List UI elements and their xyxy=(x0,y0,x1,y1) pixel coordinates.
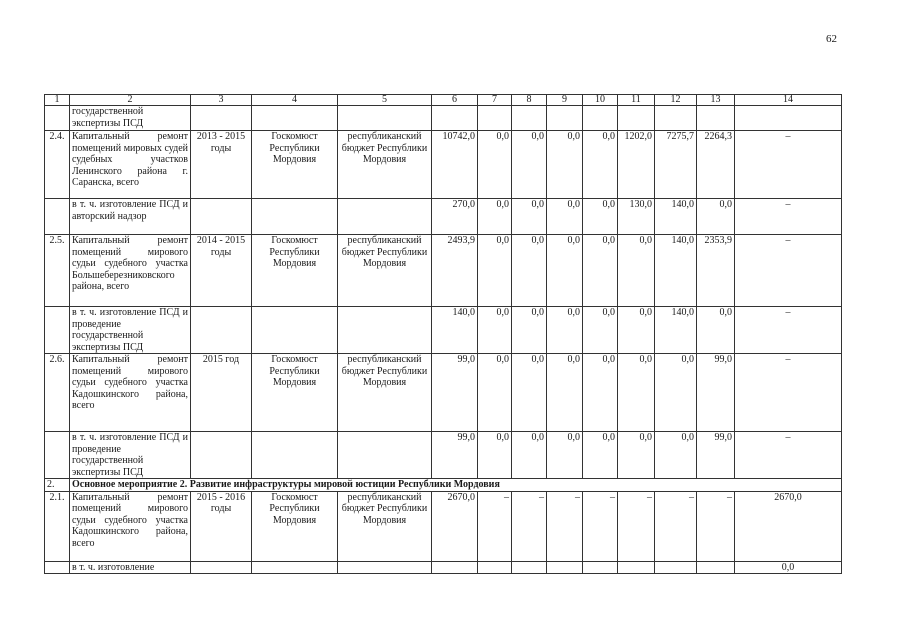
table-cell: 0,0 xyxy=(478,199,512,235)
column-header: 3 xyxy=(191,95,252,106)
table-cell: 7275,7 xyxy=(655,131,697,199)
table-cell: республиканский бюджет Республики Мордовия xyxy=(338,354,432,432)
column-header: 6 xyxy=(432,95,478,106)
table-cell: 0,0 xyxy=(655,354,697,432)
table-cell xyxy=(252,106,338,131)
table-cell xyxy=(478,106,512,131)
table-cell xyxy=(697,106,735,131)
table-cell: – xyxy=(735,432,842,479)
table-cell: государственной экспертизы ПСД xyxy=(70,106,191,131)
table-cell: 2493,9 xyxy=(432,235,478,307)
table-cell: 0,0 xyxy=(547,131,583,199)
table-cell: – xyxy=(583,491,618,561)
table-cell: 0,0 xyxy=(618,354,655,432)
table-row xyxy=(45,354,842,432)
table-row xyxy=(45,106,842,131)
table-cell: – xyxy=(547,491,583,561)
column-header: 11 xyxy=(618,95,655,106)
table-cell: 99,0 xyxy=(697,354,735,432)
table-cell xyxy=(45,106,70,131)
table-cell: в т. ч. изготовление ПСД и проведение государственной экспертизы ПСД xyxy=(70,307,191,354)
table-cell: 0,0 xyxy=(618,432,655,479)
table-cell: 2015 год xyxy=(191,354,252,432)
table-cell: 0,0 xyxy=(547,199,583,235)
table-cell: 0,0 xyxy=(478,235,512,307)
table-cell: 0,0 xyxy=(547,432,583,479)
page-number: 62 xyxy=(826,33,837,45)
table-cell: 2670,0 xyxy=(735,491,842,561)
column-header: 8 xyxy=(512,95,547,106)
table-cell: 2.6. xyxy=(45,354,70,432)
table-cell xyxy=(478,561,512,574)
table-cell: 99,0 xyxy=(432,354,478,432)
table-cell: 0,0 xyxy=(583,354,618,432)
table-cell: в т. ч. изготовление xyxy=(70,561,191,574)
table-cell: 0,0 xyxy=(583,432,618,479)
table-cell: 2670,0 xyxy=(432,491,478,561)
table-row xyxy=(45,561,842,574)
table-cell xyxy=(338,432,432,479)
table-cell: в т. ч. изготовление ПСД и авторский надзор xyxy=(70,199,191,235)
table-cell: 0,0 xyxy=(583,199,618,235)
table-cell: 0,0 xyxy=(478,432,512,479)
table-cell xyxy=(45,432,70,479)
table-cell xyxy=(191,432,252,479)
table-cell xyxy=(252,432,338,479)
table-cell xyxy=(45,561,70,574)
table-cell: в т. ч. изготовление ПСД и проведение государственной экспертизы ПСД xyxy=(70,432,191,479)
table-cell: 99,0 xyxy=(432,432,478,479)
table-cell xyxy=(191,307,252,354)
table-cell: – xyxy=(735,235,842,307)
table-cell: Капитальный ремонт помещений мирового судьи судебного участка Кадошкинского района, всего xyxy=(70,354,191,432)
table-cell: Капитальный ремонт помещений мировых судей судебных участков Ленинского района г. Саранска, всего xyxy=(70,131,191,199)
table-cell xyxy=(432,106,478,131)
table-cell xyxy=(655,561,697,574)
table-cell: 10742,0 xyxy=(432,131,478,199)
table-cell xyxy=(697,561,735,574)
table-cell xyxy=(512,106,547,131)
table-cell xyxy=(45,307,70,354)
table-cell: 99,0 xyxy=(697,432,735,479)
table-cell: 0,0 xyxy=(478,354,512,432)
budget-table xyxy=(44,94,842,574)
column-header: 2 xyxy=(70,95,191,106)
table-cell xyxy=(512,561,547,574)
table-cell xyxy=(191,199,252,235)
table-cell: 2.1. xyxy=(45,491,70,561)
table-cell: – xyxy=(512,491,547,561)
table-cell: 0,0 xyxy=(512,432,547,479)
column-header: 12 xyxy=(655,95,697,106)
table-cell: 130,0 xyxy=(618,199,655,235)
column-header: 9 xyxy=(547,95,583,106)
table-cell xyxy=(547,106,583,131)
table-cell xyxy=(432,561,478,574)
table-cell xyxy=(252,561,338,574)
table-cell: 2353,9 xyxy=(697,235,735,307)
column-header: 10 xyxy=(583,95,618,106)
table-cell: 0,0 xyxy=(618,235,655,307)
table-cell: 0,0 xyxy=(512,199,547,235)
table-cell: – xyxy=(735,131,842,199)
table-cell: – xyxy=(618,491,655,561)
table-cell xyxy=(338,307,432,354)
table-cell: 0,0 xyxy=(583,307,618,354)
table-cell: 0,0 xyxy=(547,354,583,432)
table-cell: республиканский бюджет Республики Мордовия xyxy=(338,491,432,561)
table-cell: Госкомюст Республики Мордовия xyxy=(252,235,338,307)
column-header: 5 xyxy=(338,95,432,106)
table-cell: 270,0 xyxy=(432,199,478,235)
column-header: 14 xyxy=(735,95,842,106)
table-cell xyxy=(252,307,338,354)
table-cell xyxy=(252,199,338,235)
table-cell: – xyxy=(735,307,842,354)
table-row xyxy=(45,432,842,479)
table-cell: 2264,3 xyxy=(697,131,735,199)
table-cell xyxy=(191,561,252,574)
table-cell: 1202,0 xyxy=(618,131,655,199)
table-cell: 0,0 xyxy=(512,235,547,307)
table-row xyxy=(45,491,842,561)
table-cell xyxy=(338,561,432,574)
column-header: 4 xyxy=(252,95,338,106)
column-header: 1 xyxy=(45,95,70,106)
table-cell: республиканский бюджет Республики Мордовия xyxy=(338,235,432,307)
table-cell: Капитальный ремонт помещений мирового судьи судебного участка Большеберезниковского района, всего xyxy=(70,235,191,307)
table-cell xyxy=(191,106,252,131)
table-cell: Госкомюст Республики Мордовия xyxy=(252,491,338,561)
section-title: Основное мероприятие 2. Развитие инфраструктуры мировой юстиции Республики Мордовия xyxy=(70,479,842,492)
table-cell: – xyxy=(655,491,697,561)
table-cell: Госкомюст Республики Мордовия xyxy=(252,354,338,432)
table-cell: 0,0 xyxy=(547,307,583,354)
table-cell: 0,0 xyxy=(547,235,583,307)
table-cell: 0,0 xyxy=(583,131,618,199)
table-cell: 0,0 xyxy=(583,235,618,307)
table-body xyxy=(45,95,842,574)
table-cell xyxy=(583,561,618,574)
table-cell xyxy=(547,561,583,574)
table-cell: 0,0 xyxy=(512,307,547,354)
table-cell: 0,0 xyxy=(512,131,547,199)
column-header: 7 xyxy=(478,95,512,106)
table-cell: – xyxy=(735,199,842,235)
table-cell: 0,0 xyxy=(697,307,735,354)
table-cell: 2014 - 2015 годы xyxy=(191,235,252,307)
table-cell xyxy=(338,106,432,131)
table-cell: 140,0 xyxy=(655,235,697,307)
table-cell: 0,0 xyxy=(697,199,735,235)
table-row xyxy=(45,235,842,307)
table-cell: 0,0 xyxy=(655,432,697,479)
table-cell: – xyxy=(478,491,512,561)
table-cell xyxy=(618,106,655,131)
table-cell: 2.5. xyxy=(45,235,70,307)
table-cell: 0,0 xyxy=(478,307,512,354)
table-cell: 2013 - 2015 годы xyxy=(191,131,252,199)
table-cell: – xyxy=(735,354,842,432)
table-cell: 140,0 xyxy=(655,199,697,235)
table-cell xyxy=(45,199,70,235)
table-cell: республиканский бюджет Республики Мордовия xyxy=(338,131,432,199)
table-cell: 0,0 xyxy=(478,131,512,199)
table-cell: 0,0 xyxy=(735,561,842,574)
table-row xyxy=(45,131,842,199)
table-cell: Госкомюст Республики Мордовия xyxy=(252,131,338,199)
table-cell: 0,0 xyxy=(618,307,655,354)
table-cell xyxy=(655,106,697,131)
section-number: 2. xyxy=(45,479,70,492)
table-row xyxy=(45,199,842,235)
table-cell: 2015 - 2016 годы xyxy=(191,491,252,561)
section-row xyxy=(45,479,842,492)
table-cell: 2.4. xyxy=(45,131,70,199)
table-row xyxy=(45,307,842,354)
table-cell: Капитальный ремонт помещений мирового судьи судебного участка Кадошкинского района, всего xyxy=(70,491,191,561)
table-cell: – xyxy=(697,491,735,561)
table-cell: 0,0 xyxy=(512,354,547,432)
table-cell: 140,0 xyxy=(432,307,478,354)
table-header-row xyxy=(45,95,842,106)
table-cell xyxy=(583,106,618,131)
table-cell xyxy=(618,561,655,574)
table-cell xyxy=(735,106,842,131)
table-cell xyxy=(338,199,432,235)
table-cell: 140,0 xyxy=(655,307,697,354)
column-header: 13 xyxy=(697,95,735,106)
